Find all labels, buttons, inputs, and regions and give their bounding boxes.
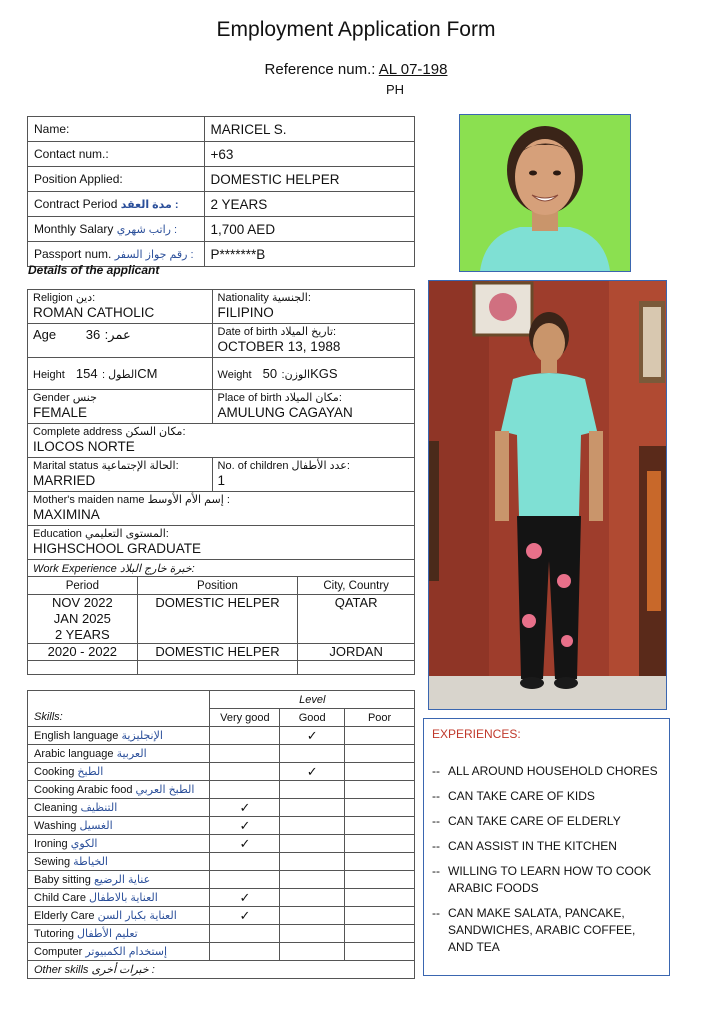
check-mark-icon: ✓ bbox=[306, 763, 318, 779]
dob-cell bbox=[212, 324, 414, 358]
basic-info-row bbox=[28, 192, 415, 217]
skills-table bbox=[27, 690, 415, 979]
dob-label: Date of birth تاريخ الميلاد: bbox=[217, 326, 337, 338]
skill-name-cell bbox=[28, 817, 210, 835]
work-empty-cell bbox=[28, 661, 138, 675]
skill-row bbox=[28, 745, 415, 763]
work-position: DOMESTIC HELPER bbox=[137, 644, 298, 661]
work-period-cell bbox=[28, 595, 138, 644]
skill-level-cell bbox=[280, 799, 345, 817]
skill-name-arabic: الطبخ العربي bbox=[135, 784, 195, 796]
skill-level-cell bbox=[345, 853, 415, 871]
level-header: Level bbox=[210, 691, 415, 709]
skill-level-cell bbox=[345, 817, 415, 835]
details-heading: Details of the applicant bbox=[28, 263, 160, 277]
weight-label: Weight الوزن: bbox=[217, 368, 311, 381]
children-label: No. of children عدد الأطفال: bbox=[217, 460, 350, 472]
experience-dash: -- bbox=[432, 839, 440, 853]
skill-level-cell bbox=[345, 943, 415, 961]
basic-info-row bbox=[28, 167, 415, 192]
basic-info-row bbox=[28, 217, 415, 242]
skill-name: Arabic language bbox=[34, 748, 114, 760]
place-of-birth-value: AMULUNG CAGAYAN bbox=[217, 405, 353, 420]
religion-cell bbox=[28, 290, 213, 324]
skill-level-cell bbox=[210, 817, 280, 835]
skill-level-cell bbox=[210, 781, 280, 799]
mother-maiden-name-label: Mother's maiden name إسم الأم الأوسط : bbox=[33, 494, 230, 506]
marital-status-value: MARRIED bbox=[33, 473, 96, 488]
gender-cell bbox=[28, 390, 213, 424]
skill-name: Cooking Arabic food bbox=[34, 784, 133, 796]
check-mark-icon: ✓ bbox=[239, 907, 251, 923]
basic-info-value: MARICEL S. bbox=[204, 117, 414, 142]
skill-row bbox=[28, 943, 415, 961]
skills-level-row bbox=[28, 691, 415, 709]
experience-dash: -- bbox=[432, 814, 440, 828]
basic-info-label: Monthly Salary bbox=[34, 222, 114, 236]
applicant-details-table bbox=[27, 289, 415, 560]
basic-info-label-cell bbox=[28, 167, 205, 192]
level-column-header: Poor bbox=[345, 709, 415, 727]
education-label: Education المستوى التعليمي: bbox=[33, 528, 169, 540]
other-skills-row bbox=[28, 961, 415, 979]
work-period: 2020 - 2022 bbox=[47, 644, 118, 659]
skill-name-cell bbox=[28, 907, 210, 925]
experience-text: CAN TAKE CARE OF ELDERLY bbox=[448, 814, 621, 828]
basic-info-label-cell bbox=[28, 192, 205, 217]
skill-level-cell bbox=[280, 835, 345, 853]
skill-level-cell bbox=[210, 925, 280, 943]
experiences-box bbox=[423, 718, 670, 976]
skill-name: Computer bbox=[34, 946, 83, 958]
skill-name: Elderly Care bbox=[34, 910, 95, 922]
headshot-illustration bbox=[460, 115, 630, 271]
skill-level-cell bbox=[280, 853, 345, 871]
skill-name-cell bbox=[28, 853, 210, 871]
skills-header-row bbox=[28, 709, 415, 727]
skill-name-arabic: عناية الرضيع bbox=[93, 874, 151, 886]
skill-level-cell bbox=[280, 781, 345, 799]
address-value: ILOCOS NORTE bbox=[33, 439, 135, 454]
basic-info-label: Passport num. bbox=[34, 247, 112, 261]
skill-level-cell bbox=[345, 763, 415, 781]
basic-info-value: 1,700 AED bbox=[204, 217, 414, 242]
experience-dash: -- bbox=[432, 764, 440, 778]
work-header-row bbox=[28, 577, 415, 595]
experience-text: WILLING TO LEARN HOW TO COOK ARABIC FOODS bbox=[448, 864, 652, 895]
check-mark-icon: ✓ bbox=[239, 817, 251, 833]
skill-level-cell bbox=[280, 889, 345, 907]
skill-row bbox=[28, 853, 415, 871]
skill-level-cell bbox=[210, 871, 280, 889]
work-caption-row bbox=[28, 560, 415, 577]
skill-level-cell bbox=[345, 745, 415, 763]
skill-level-cell bbox=[210, 799, 280, 817]
skill-row bbox=[28, 889, 415, 907]
skill-level-cell bbox=[210, 835, 280, 853]
age-cell bbox=[28, 324, 213, 358]
work-empty-row bbox=[28, 661, 415, 675]
skill-level-cell bbox=[210, 763, 280, 781]
work-position: DOMESTIC HELPER bbox=[137, 595, 298, 644]
work-row bbox=[28, 595, 415, 644]
gender-value: FEMALE bbox=[33, 405, 88, 420]
basic-info-label-cell bbox=[28, 117, 205, 142]
skills-header: Skills: bbox=[28, 709, 210, 727]
skill-name: Ironing bbox=[34, 838, 68, 850]
work-period-end: JAN 2025 bbox=[53, 611, 111, 626]
religion-value: ROMAN CATHOLIC bbox=[33, 305, 155, 320]
work-column-header: Period bbox=[28, 577, 138, 595]
children-cell bbox=[212, 458, 414, 492]
work-experience-caption: Work Experience خبرة خارج البلاد: bbox=[28, 560, 415, 577]
skill-name: English language bbox=[34, 730, 119, 742]
skill-level-cell bbox=[210, 907, 280, 925]
skill-name: Cooking bbox=[34, 766, 75, 778]
skill-name-cell bbox=[28, 745, 210, 763]
applicant-headshot-photo bbox=[459, 114, 631, 272]
basic-info-value: DOMESTIC HELPER bbox=[204, 167, 414, 192]
skill-name-cell bbox=[28, 871, 210, 889]
skill-level-cell bbox=[280, 925, 345, 943]
nationality-value: FILIPINO bbox=[217, 305, 274, 320]
basic-info-arabic-label: رقم جواز السفر : bbox=[114, 249, 194, 261]
skill-name-arabic: العربية bbox=[116, 748, 147, 760]
skill-level-cell bbox=[280, 817, 345, 835]
skill-row bbox=[28, 727, 415, 745]
level-column-header: Very good bbox=[210, 709, 280, 727]
basic-info-arabic-label: راتب شهري : bbox=[116, 224, 178, 236]
basic-info-value: +63 bbox=[204, 142, 414, 167]
skill-name-cell bbox=[28, 943, 210, 961]
skill-level-cell bbox=[280, 727, 345, 745]
full-body-illustration bbox=[429, 281, 666, 709]
experience-text: CAN ASSIST IN THE KITCHEN bbox=[448, 839, 617, 853]
experiences-list bbox=[432, 763, 661, 956]
skill-level-cell bbox=[345, 835, 415, 853]
skill-level-cell bbox=[345, 907, 415, 925]
religion-label: Religion دين: bbox=[33, 292, 96, 304]
dob-value: OCTOBER 13, 1988 bbox=[217, 339, 341, 354]
work-country: QATAR bbox=[298, 595, 415, 644]
skill-row bbox=[28, 763, 415, 781]
address-cell bbox=[28, 424, 415, 458]
mother-maiden-name-cell bbox=[28, 492, 415, 526]
place-of-birth-cell bbox=[212, 390, 414, 424]
education-cell bbox=[28, 526, 415, 560]
check-mark-icon: ✓ bbox=[239, 889, 251, 905]
skill-row bbox=[28, 871, 415, 889]
work-row bbox=[28, 644, 415, 661]
skill-name-arabic: الخياطة bbox=[73, 856, 108, 868]
skill-name: Sewing bbox=[34, 856, 71, 868]
skill-level-cell bbox=[280, 763, 345, 781]
work-column-header: City, Country bbox=[298, 577, 415, 595]
experience-item bbox=[432, 838, 661, 855]
skill-row bbox=[28, 835, 415, 853]
check-mark-icon: ✓ bbox=[306, 727, 318, 743]
age-label: Age عمر: bbox=[33, 327, 131, 342]
experience-text: CAN TAKE CARE OF KIDS bbox=[448, 789, 595, 803]
skill-row bbox=[28, 925, 415, 943]
work-experience-table bbox=[27, 559, 415, 675]
skill-level-cell bbox=[345, 925, 415, 943]
basic-info-arabic-label: مدة العقد : bbox=[120, 199, 179, 211]
experience-item bbox=[432, 763, 661, 780]
skill-name-arabic: الطبخ bbox=[77, 766, 104, 778]
skill-level-cell bbox=[280, 907, 345, 925]
skill-name: Baby sitting bbox=[34, 874, 91, 886]
gender-label: Gender جنس bbox=[33, 392, 97, 404]
basic-info-table bbox=[27, 116, 415, 267]
experience-item bbox=[432, 905, 661, 956]
skill-name-cell bbox=[28, 835, 210, 853]
skill-name-cell bbox=[28, 925, 210, 943]
skill-row bbox=[28, 907, 415, 925]
applicant-full-body-photo bbox=[428, 280, 667, 710]
skill-name-arabic: العناية بالاطفال bbox=[89, 892, 158, 904]
height-label: Height الطول : bbox=[33, 368, 138, 381]
other-skills-label: Other skills خبرات أخرى : bbox=[28, 961, 415, 979]
place-of-birth-label: Place of birth مكان الميلاد: bbox=[217, 392, 342, 404]
skill-name-arabic: الغسيل bbox=[79, 820, 113, 832]
reference-number: AL 07-198 bbox=[378, 61, 448, 78]
skill-name-arabic: الإنجليزية bbox=[121, 730, 163, 742]
work-period: NOV 2022 bbox=[52, 595, 113, 610]
nationality-label: Nationality الجنسية: bbox=[217, 292, 311, 304]
work-empty-cell bbox=[137, 661, 298, 675]
skill-name: Child Care bbox=[34, 892, 86, 904]
skill-name-arabic: الكوي bbox=[70, 838, 98, 850]
skill-level-cell bbox=[345, 799, 415, 817]
skill-level-cell bbox=[280, 943, 345, 961]
basic-info-value: P*******B bbox=[204, 242, 414, 267]
skill-level-cell bbox=[280, 871, 345, 889]
basic-info-row bbox=[28, 117, 415, 142]
mother-maiden-name-value: MAXIMINA bbox=[33, 507, 100, 522]
weight-value: 50KGS bbox=[262, 365, 338, 381]
skill-level-cell bbox=[210, 889, 280, 907]
education-value: HIGHSCHOOL GRADUATE bbox=[33, 541, 202, 556]
basic-info-value: 2 YEARS bbox=[204, 192, 414, 217]
skill-name: Tutoring bbox=[34, 928, 74, 940]
skill-name-cell bbox=[28, 763, 210, 781]
check-mark-icon: ✓ bbox=[239, 835, 251, 851]
level-column-header: Good bbox=[280, 709, 345, 727]
experience-dash: -- bbox=[432, 789, 440, 803]
skill-row bbox=[28, 817, 415, 835]
experience-item bbox=[432, 813, 661, 830]
skill-name: Washing bbox=[34, 820, 77, 832]
experience-dash: -- bbox=[432, 906, 440, 920]
weight-cell bbox=[212, 358, 414, 390]
experience-text: CAN MAKE SALATA, PANCAKE, SANDWICHES, ARABIC COFFEE, AND TEA bbox=[448, 906, 636, 954]
height-cell bbox=[28, 358, 213, 390]
skill-level-cell bbox=[210, 943, 280, 961]
basic-info-label: Contract Period bbox=[34, 197, 118, 211]
nationality-cell bbox=[212, 290, 414, 324]
age-value: 36 bbox=[85, 327, 101, 342]
experience-item bbox=[432, 863, 661, 897]
marital-status-label: Marital status الحالة الإجتماعية: bbox=[33, 460, 179, 472]
skill-name-cell bbox=[28, 727, 210, 745]
reference-label: Reference num.: bbox=[264, 61, 376, 78]
work-column-header: Position bbox=[137, 577, 298, 595]
basic-info-row bbox=[28, 142, 415, 167]
reference-line bbox=[0, 61, 712, 78]
experiences-heading: EXPERIENCES: bbox=[432, 727, 521, 741]
experience-item bbox=[432, 788, 661, 805]
work-country: JORDAN bbox=[298, 644, 415, 661]
experience-dash: -- bbox=[432, 864, 440, 878]
skill-level-cell bbox=[345, 871, 415, 889]
skill-level-cell bbox=[210, 727, 280, 745]
skill-level-cell bbox=[345, 889, 415, 907]
work-empty-cell bbox=[298, 661, 415, 675]
basic-info-label: Position Applied: bbox=[34, 172, 123, 186]
skill-name-cell bbox=[28, 889, 210, 907]
work-period-cell bbox=[28, 644, 138, 661]
work-period-duration: 2 YEARS bbox=[55, 627, 110, 642]
skill-name-cell bbox=[28, 799, 210, 817]
children-value: 1 bbox=[217, 473, 226, 488]
marital-status-cell bbox=[28, 458, 213, 492]
skill-level-cell bbox=[345, 727, 415, 745]
country-code: PH bbox=[386, 82, 405, 97]
skill-level-cell bbox=[345, 781, 415, 799]
experience-text: ALL AROUND HOUSEHOLD CHORES bbox=[448, 764, 658, 778]
skill-level-cell bbox=[210, 745, 280, 763]
basic-info-label: Contact num.: bbox=[34, 147, 109, 161]
check-mark-icon: ✓ bbox=[239, 799, 251, 815]
basic-info-label-cell bbox=[28, 142, 205, 167]
skill-row bbox=[28, 799, 415, 817]
skill-name-arabic: التنظيف bbox=[80, 802, 118, 814]
height-value: 154CM bbox=[75, 365, 158, 381]
skill-name: Cleaning bbox=[34, 802, 78, 814]
skill-name-arabic: العناية بكبار السن bbox=[97, 910, 177, 922]
basic-info-label: Name: bbox=[34, 122, 70, 136]
form-title: Employment Application Form bbox=[216, 18, 496, 41]
skill-name-arabic: إستخدام الكمبيوتر bbox=[85, 946, 168, 958]
basic-info-label-cell bbox=[28, 217, 205, 242]
skill-name-cell bbox=[28, 781, 210, 799]
address-label: Complete address مكان السكن: bbox=[33, 426, 186, 438]
skill-name-arabic: تعليم الأطفال bbox=[77, 928, 138, 940]
skills-blank-cell bbox=[28, 691, 210, 709]
skill-level-cell bbox=[210, 853, 280, 871]
skill-level-cell bbox=[280, 745, 345, 763]
skill-row bbox=[28, 781, 415, 799]
